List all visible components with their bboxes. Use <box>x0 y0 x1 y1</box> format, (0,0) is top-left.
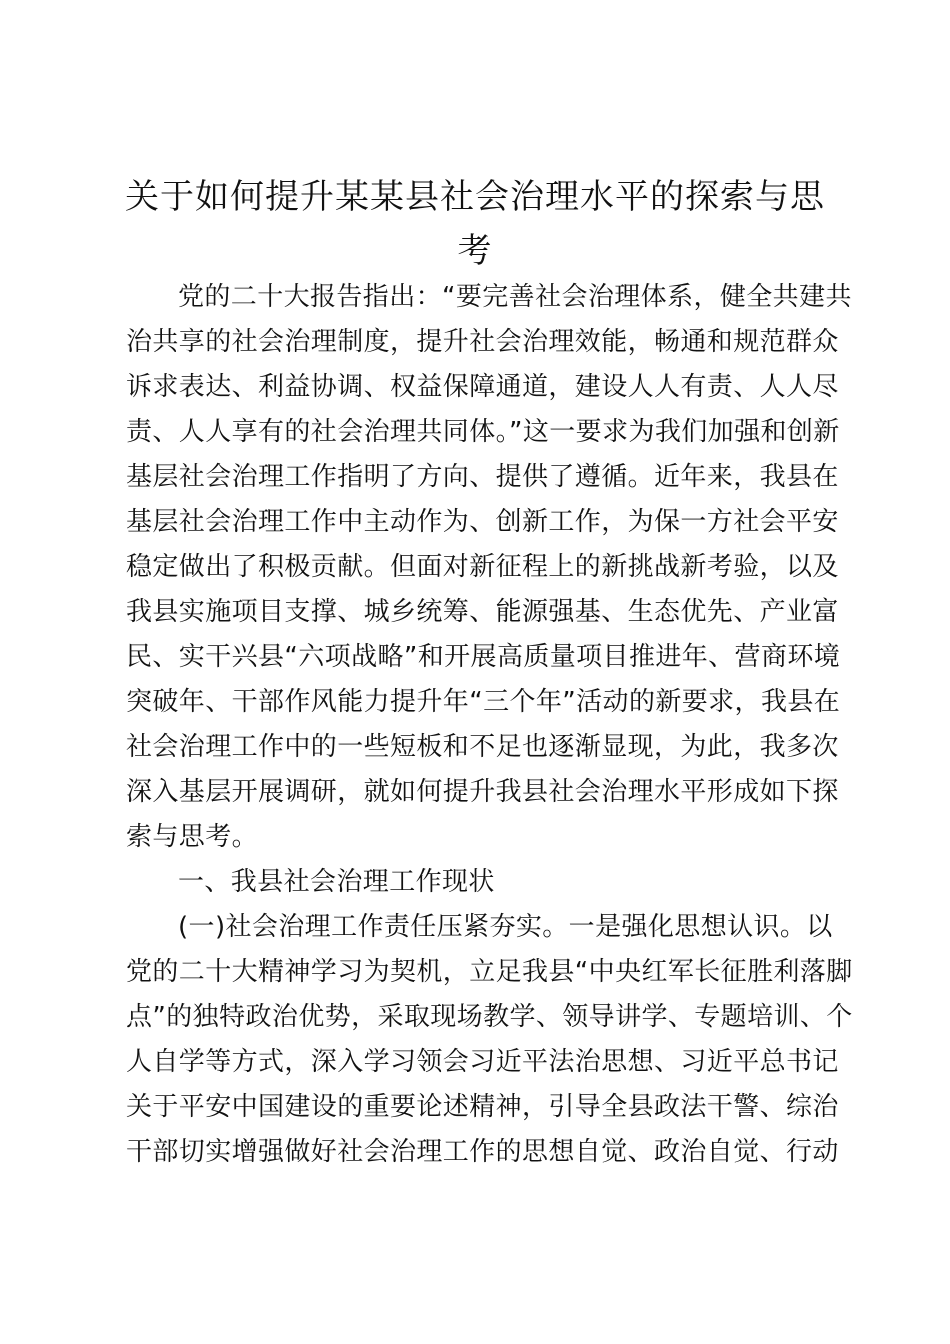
paragraph-intro <box>126 275 852 860</box>
paragraph-line: 党的二十大报告指出：“要完善社会治理体系，健全共建共 <box>178 282 852 312</box>
paragraph-line: 我县实施项目支撑、城乡统筹、能源强基、生态优先、产业富 <box>126 597 839 627</box>
paragraph-line: 人自学等方式，深入学习领会习近平法治思想、习近平总书记 <box>126 1047 839 1077</box>
paragraph-line: 点”的独特政治优势，采取现场教学、领导讲学、专题培训、个 <box>126 1002 853 1032</box>
document-body <box>126 275 853 1175</box>
paragraph-line: 关于平安中国建设的重要论述精神，引导全县政法干警、综治 <box>126 1092 839 1122</box>
paragraph-line: 深入基层开展调研，就如何提升我县社会治理水平形成如下探 <box>126 777 839 807</box>
paragraph-line: 索与思考。 <box>126 822 259 852</box>
paragraph-section1 <box>126 905 853 1175</box>
section-heading: 一、我县社会治理工作现状 <box>178 867 495 897</box>
title-line-2: 考 <box>457 231 493 271</box>
paragraph-line: 民、实干兴县“六项战略”和开展高质量项目推进年、营商环境 <box>126 642 841 672</box>
paragraph-line: 责、人人享有的社会治理共同体。”这一要求为我们加强和创新 <box>126 417 840 447</box>
paragraph-line: 社会治理工作中的一些短板和不足也逐渐显现，为此，我多次 <box>126 732 839 762</box>
paragraph-line: 干部切实增强做好社会治理工作的思想自觉、政治自觉、行动 <box>126 1137 839 1167</box>
paragraph-line: (一)社会治理工作责任压紧夯实。一是强化思想认识。以 <box>178 912 833 942</box>
paragraph-line: 稳定做出了积极贡献。但面对新征程上的新挑战新考验，以及 <box>126 552 839 582</box>
paragraph-line: 党的二十大精神学习为契机，立足我县“中央红军长征胜利落脚 <box>126 957 853 987</box>
paragraph-line: 基层社会治理工作中主动作为、创新工作，为保一方社会平安 <box>126 507 839 537</box>
paragraph-line: 治共享的社会治理制度，提升社会治理效能，畅通和规范群众 <box>126 327 839 357</box>
document-title <box>118 170 832 278</box>
paragraph-line: 基层社会治理工作指明了方向、提供了遵循。近年来，我县在 <box>126 462 839 492</box>
title-line-1: 关于如何提升某某县社会治理水平的探索与思 <box>125 177 825 217</box>
paragraph-line: 突破年、干部作风能力提升年“三个年”活动的新要求，我县在 <box>126 687 841 717</box>
paragraph-line: 诉求表达、利益协调、权益保障通道，建设人人有责、人人尽 <box>126 372 839 402</box>
